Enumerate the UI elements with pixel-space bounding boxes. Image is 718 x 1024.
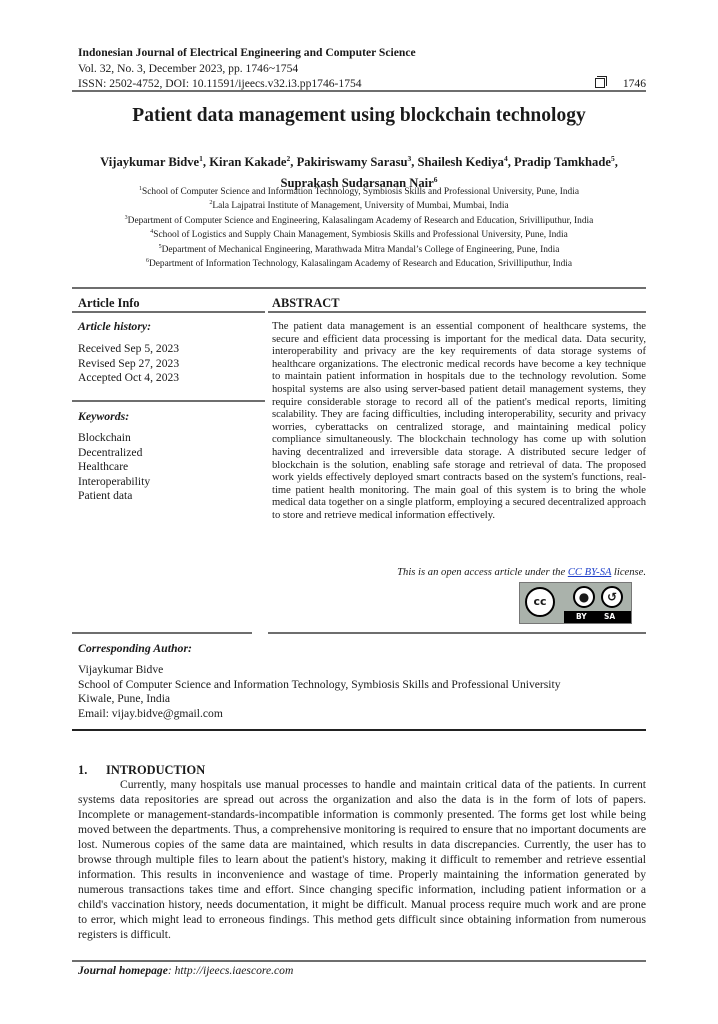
- section-number: 1.: [78, 763, 88, 777]
- author: Vijaykumar Bidve$^1$,: [100, 154, 210, 170]
- keyword-list: [78, 431, 268, 504]
- history-revised: Revised Sep 27, 2023: [78, 356, 180, 370]
- journal-homepage: [78, 964, 293, 978]
- corresponding-bottom-rule: [72, 729, 646, 731]
- corresponding-right-rule: [268, 632, 646, 634]
- article-info-heading: Article Info: [78, 296, 140, 310]
- author: Pradip Tamkhade$^5$,: [514, 154, 618, 170]
- homepage-label: Journal homepage: [78, 964, 168, 977]
- keywords-rule: [72, 400, 265, 402]
- author-name: Suprakash Sudarsanan Nair: [280, 176, 434, 191]
- sa-label: SA: [604, 612, 616, 621]
- article-history: [78, 342, 268, 386]
- page-number-block: [595, 76, 646, 91]
- corresponding-author-block: [78, 663, 646, 721]
- paper-title: Patient data management using blockchain technology: [132, 105, 586, 126]
- author-sup: 2: [286, 154, 291, 163]
- section-title: INTRODUCTION: [106, 763, 206, 777]
- history-accepted: Accepted Oct 4, 2023: [78, 371, 180, 384]
- square-bullet-icon: [595, 78, 605, 88]
- author-name: Pakiriswamy Sarasu: [296, 155, 408, 170]
- corresponding-author-email[interactable]: Email: vijay.bidve@gmail.com: [78, 706, 223, 720]
- author-sup: 6: [433, 175, 438, 185]
- keyword: Patient data: [78, 489, 133, 502]
- author-sup: 3: [407, 154, 412, 163]
- affiliation: $^6$Department of Information Technology, Kalasalingam Academy of Research and Education, Srivilliputhur, India: [145, 258, 573, 270]
- affiliation: $^5$Department of Mechanical Engineering, Marathwada Mitra Mandal’s College of Engineering, Pune, India: [158, 243, 560, 255]
- keywords-heading: Keywords:: [78, 409, 130, 423]
- issn-doi-line: ISSN: 2502-4752, DOI: 10.11591/ijeecs.v32.i3.pp1746-1754: [78, 77, 362, 90]
- corresponding-author-name: Vijaykumar Bidve: [78, 663, 164, 676]
- author-name: Pradip Tamkhade: [514, 155, 611, 170]
- affiliation: $^3$Department of Computer Science and Engineering, Kalasalingam Academy of Research and Education, Srivilliputhur, India: [124, 214, 594, 226]
- license-link[interactable]: CC BY-SA: [567, 567, 612, 578]
- author-name: Kiran Kakade: [209, 155, 287, 170]
- cc-by-sa-badge[interactable]: [519, 582, 632, 624]
- cc-icon: cc: [525, 587, 555, 617]
- corresponding-author-heading: Corresponding Author:: [78, 641, 192, 655]
- abstract-text: The patient data management is an essential component of healthcare systems, the secure and efficient data processing is important for the medical data. Data security, interoperability and privacy are the key requirements of data storage systems of healthcare organizations. The electronic medical records have become a key technique to maintain patient information in hospitals due to the technology revolution. Some hospital systems are also using server-based patient detail management systems, they require considerable storage to record all of the patient's medical reports, limiting scalability. They are facing difficulties, including interoperability, security and privacy worries, cyberattacks on centralized storage, and maintaining medical policy compliance simultaneously. The blockchain technology has come up with solution having decentralized and irreversible data storage. A distributed secure ledger of blockchain is the solution, enabling safe storage and retrieval of data. The proposed work yields effectively deployed smart contracts based on the system's functions, real-time patient health monitoring. The main goal of this system is to bring the whole medical data together on a single platform, employing a secured decentralized approach to store and retrieve medical information effectively.: [272, 321, 646, 521]
- affiliation: $^4$School of Logistics and Supply Chain Management, Symbiosis Skills and Professional University, Pune, India: [150, 229, 568, 241]
- affiliation-list: [60, 184, 658, 271]
- author-sup: 4: [503, 154, 508, 163]
- by-label: BY: [576, 612, 587, 621]
- history-received: Received Sep 5, 2023: [78, 342, 180, 355]
- author: Pakiriswamy Sarasu$^3$,: [296, 154, 418, 170]
- author-sup: 1: [199, 154, 203, 163]
- volume-line: Vol. 32, No. 3, December 2023, pp. 1746~1754: [78, 62, 299, 75]
- author: Kiran Kakade$^2$,: [209, 154, 297, 170]
- author-sup: 5: [610, 154, 615, 163]
- abstract-rule: [268, 311, 646, 313]
- page-number: 1746: [622, 77, 646, 90]
- journal-name: Indonesian Journal of Electrical Engineering and Computer Science: [78, 46, 416, 59]
- author: Shailesh Kediya$^4$,: [417, 154, 515, 170]
- corresponding-author-location: Kiwale, Pune, India: [78, 692, 171, 705]
- article-info-rule: [72, 311, 265, 313]
- footer-rule: [72, 960, 646, 962]
- corresponding-author-affiliation: School of Computer Science and Information Technology, Symbiosis Skills and Professional University: [78, 677, 561, 691]
- introduction-heading: [78, 763, 205, 778]
- author-name: Vijaykumar Bidve: [100, 155, 200, 170]
- info-top-rule: [72, 287, 646, 289]
- author-name: Shailesh Kediya: [417, 155, 504, 170]
- introduction-text: Currently, many hospitals use manual processes to handle and maintain critical data of the patients. In current systems data repositories are spread out across the organization and also the data is in the form of lots of papers. Incomplete or management-standards-incompatible information is commonly presented. The forms get lost while being moved between the departments. Thus, a comprehensive monitoring is required to ensure that no important documents are lost. Numerous copies of the same data are maintained, which results in data discrepancies. Currently, the user has to browse through multiple files to learn about the patient's history, making it difficult to remember and retrieve essential information. This results in inconvenience and wastage of time. Properly maintaining the information generated by numerous transactions takes time and effort. Since changing specific information, including patient information or a child's vaccination history, needs documentation, it might be difficult. Manual process require much work and are prone to error, which might lead to erroneous findings. This method gets difficult since obtaining information from numerous registers is difficult.: [78, 778, 646, 941]
- keyword: Blockchain: [78, 431, 131, 444]
- license-note: This is an open access article under the CC BY-SA license.: [397, 567, 646, 578]
- keyword: Healthcare: [78, 460, 129, 473]
- abstract-heading: ABSTRACT: [272, 296, 340, 310]
- keyword: Decentralized: [78, 445, 143, 459]
- keyword: Interoperability: [78, 474, 151, 488]
- article-history-heading: Article history:: [78, 319, 152, 333]
- share-alike-icon: ↺: [601, 586, 623, 608]
- homepage-url[interactable]: : http://ijeecs.iaescore.com: [167, 964, 294, 977]
- attribution-person-icon: ●: [573, 586, 595, 608]
- affiliation: $^1$School of Computer Science and Information Technology, Symbiosis Skills and Professional University, Pune, India: [139, 186, 579, 198]
- corresponding-left-rule: [72, 632, 252, 634]
- affiliation: $^2$Lala Lajpatrai Institute of Management, University of Mumbai, Mumbai, India: [209, 200, 509, 212]
- header-rule: [72, 90, 646, 92]
